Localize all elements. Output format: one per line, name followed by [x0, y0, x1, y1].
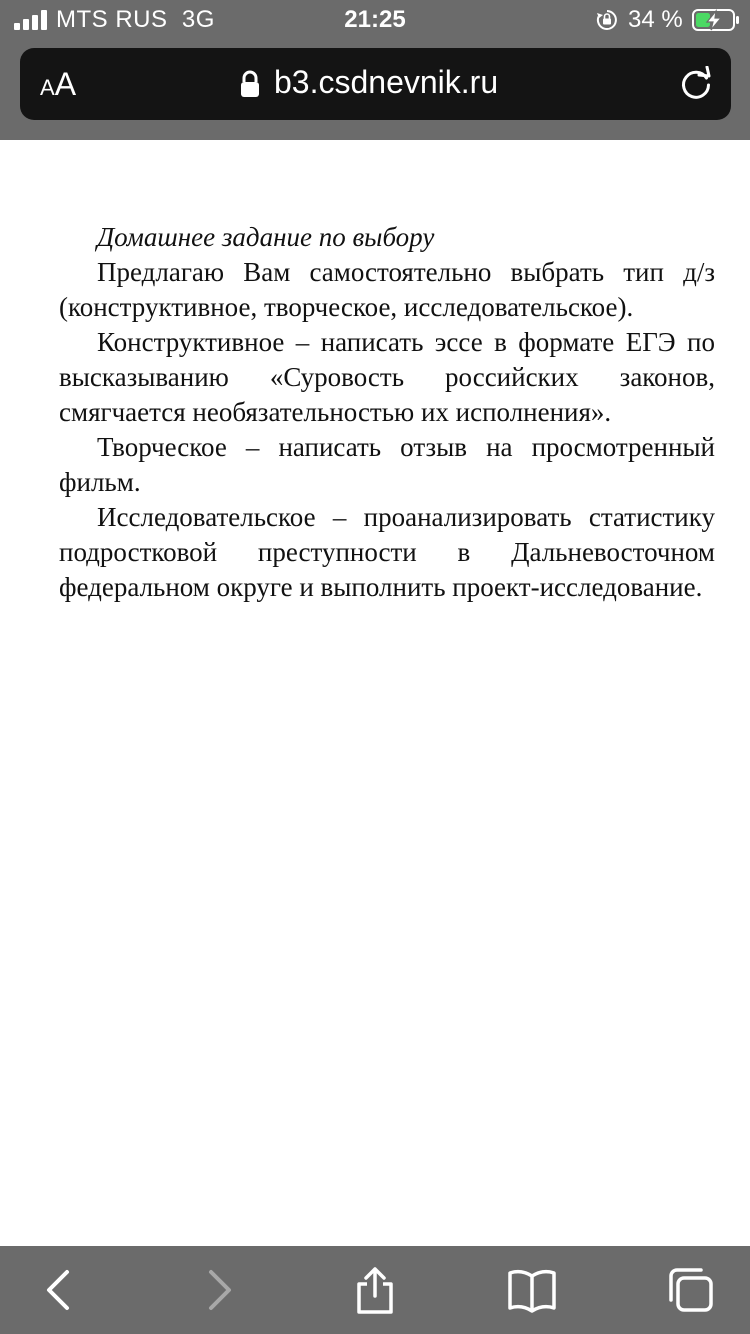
carrier-name: MTS RUS [56, 6, 168, 33]
network-type: 3G [181, 6, 215, 33]
status-time: 21:25 [344, 6, 406, 33]
status-bar [0, 0, 750, 40]
text-size-button[interactable] [40, 66, 76, 103]
lock-icon [240, 70, 260, 98]
battery-percentage: 34 % [628, 6, 683, 33]
address-bar[interactable] [20, 48, 731, 120]
reload-icon[interactable] [678, 66, 714, 102]
paragraph-creative: Творческое – написать отзыв на просмотренный фильм. [59, 432, 715, 497]
text-size-small-glyph: A [40, 75, 55, 100]
browser-top-chrome [0, 0, 750, 140]
document-text [59, 220, 715, 605]
paragraph-research: Исследовательское – проанализировать статистику подростковой преступности в Дальневосточном федеральном округе и выполнить проект-исследование. [59, 502, 715, 602]
paragraph-intro: Предлагаю Вам самостоятельно выбрать тип д/з (конструктивное, творческое, исследовательское). [59, 257, 715, 322]
browser-toolbar [0, 1246, 750, 1334]
tabs-icon[interactable] [665, 1266, 715, 1314]
bookmarks-icon[interactable] [507, 1266, 557, 1314]
document-heading: Домашнее задание по выбору [97, 222, 435, 252]
share-icon[interactable] [350, 1266, 400, 1314]
back-icon[interactable] [34, 1266, 84, 1314]
forward-icon[interactable] [194, 1266, 244, 1314]
url-text[interactable]: b3.csdnevnik.ru [274, 64, 499, 100]
paragraph-constructive: Конструктивное – написать эссе в формате ЕГЭ по высказыванию «Суровость российских законов, смягчается необязательностью их исполнения». [59, 327, 715, 427]
orientation-lock-icon [596, 9, 618, 31]
battery-charging-icon [692, 9, 740, 31]
text-size-big-glyph: A [54, 66, 77, 102]
